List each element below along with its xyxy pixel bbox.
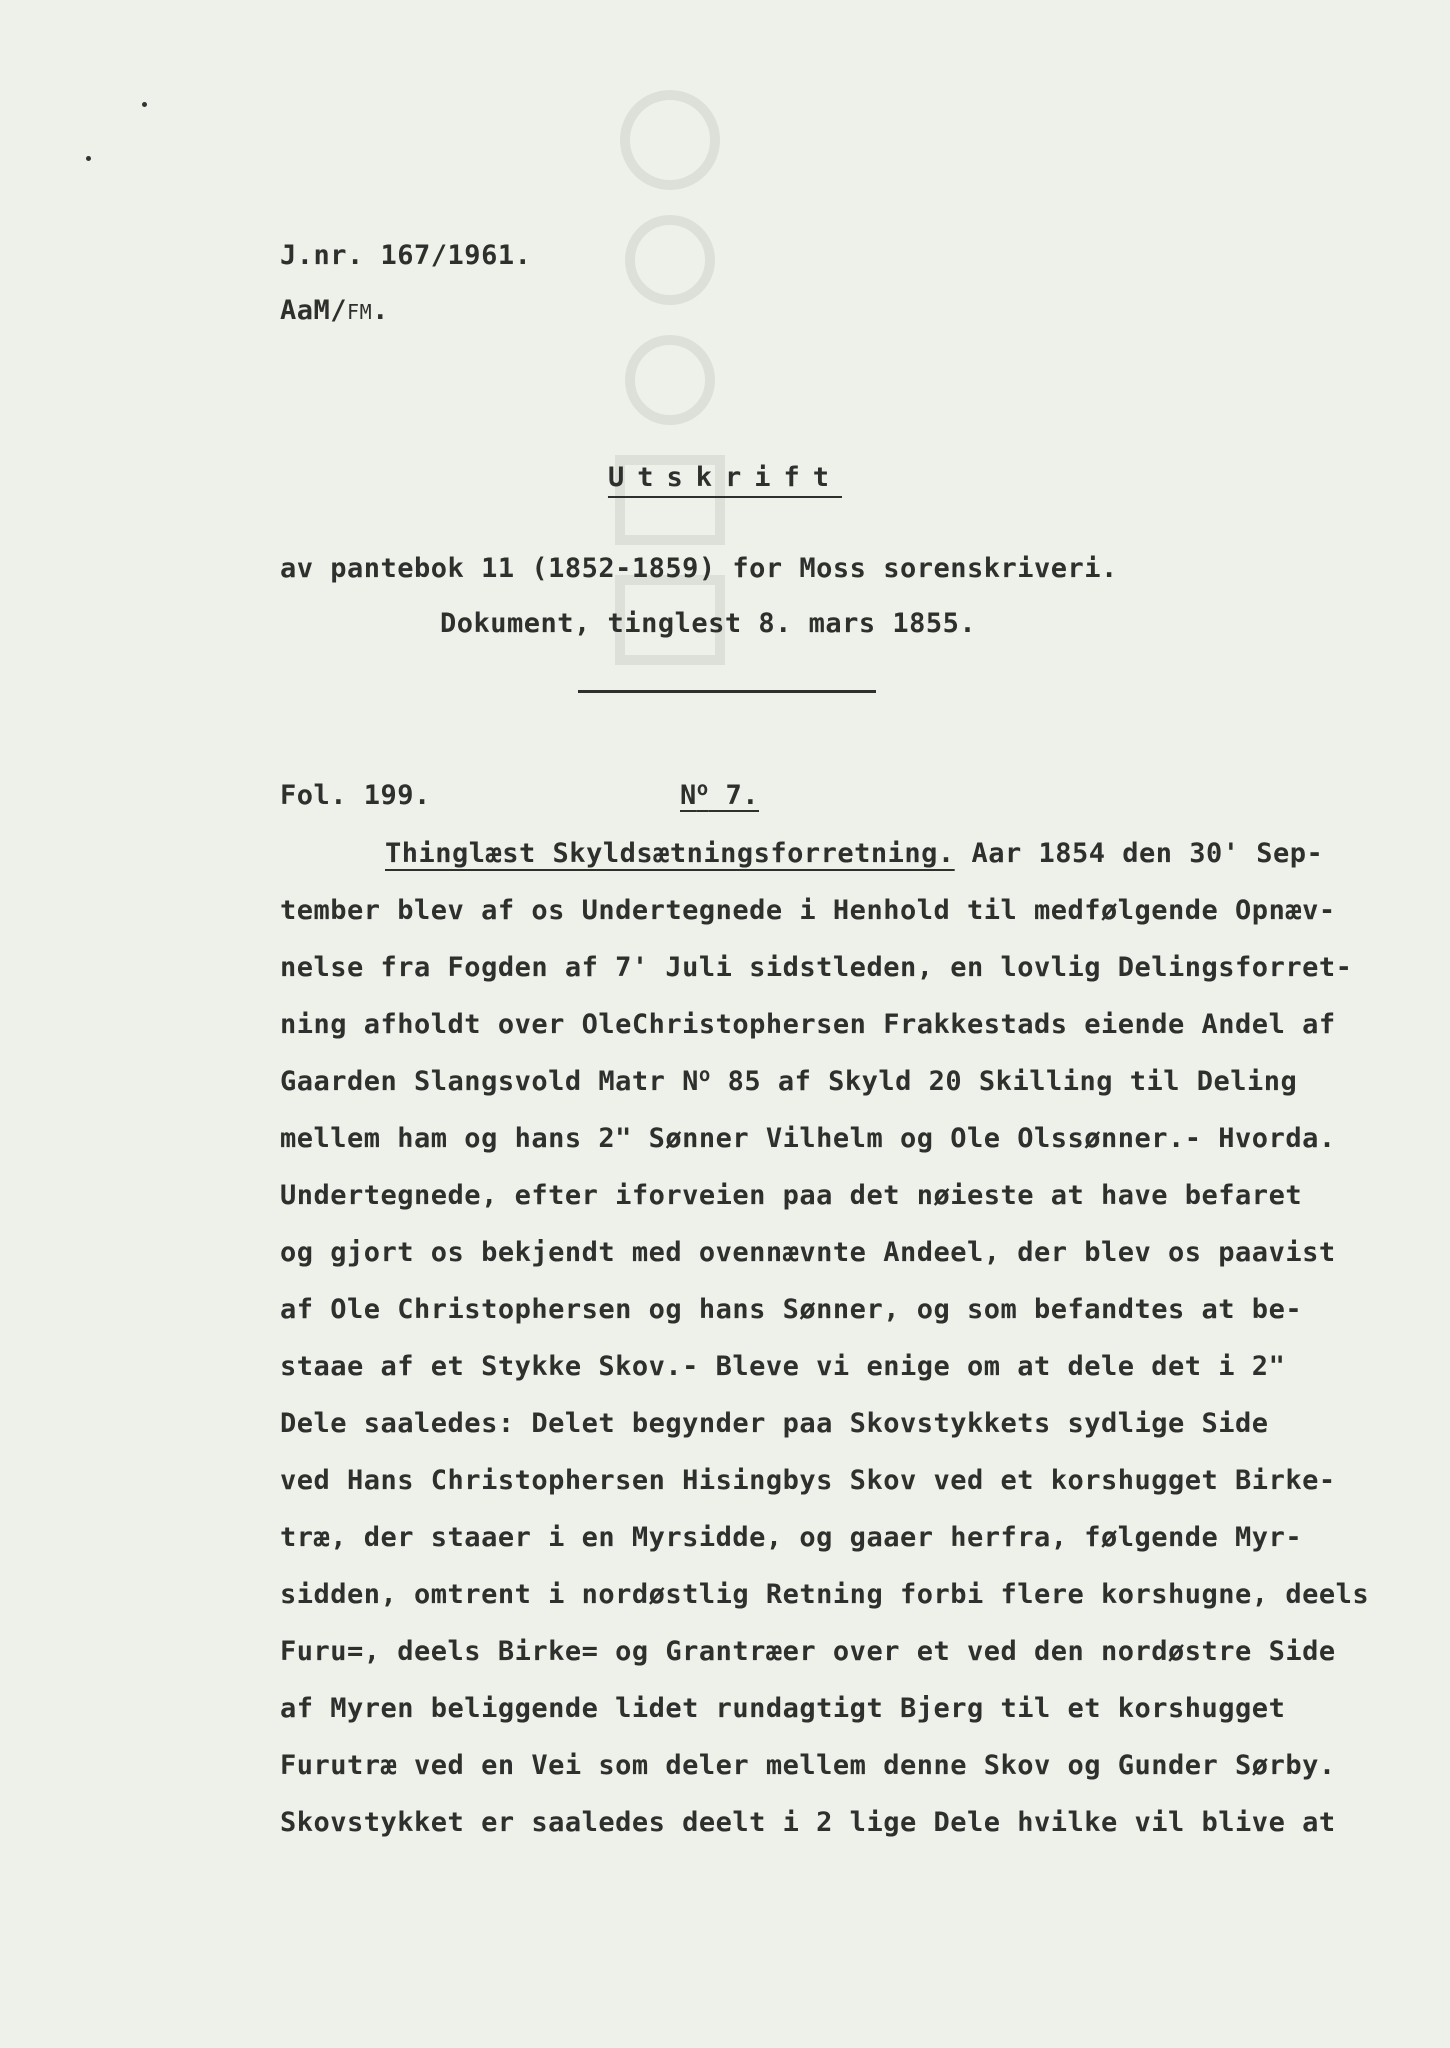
initials-end: . — [372, 295, 389, 326]
paper-speck — [86, 156, 91, 161]
folio-label: Fol. 199. — [280, 780, 431, 811]
body-line: af Myren beliggende lidet rundagtigt Bjerg til et korshugget — [280, 1693, 1286, 1724]
document-title: Utskrift — [607, 462, 843, 493]
divider-rule — [578, 690, 876, 693]
body-line: tember blev af os Undertegnede i Henhold til medfølgende Opnæv- — [280, 895, 1336, 926]
bleed-through-stamp — [540, 60, 800, 680]
body-line: ved Hans Christophersen Hisingbys Skov ved et korshugget Birke- — [280, 1465, 1336, 1496]
body-line: Gaarden Slangsvold Matr $N^o$ 85 af Skyld 20 Skilling til Deling — [280, 1064, 1298, 1097]
paper-speck — [142, 102, 147, 107]
body-line-1-rest: Aar 1854 den 30' Sep- — [954, 838, 1324, 869]
entry-number-prefix: $N^o$ — [680, 778, 709, 811]
body-line-1 — [385, 838, 1323, 869]
body-line: staae af et Stykke Skov.- Bleve vi enige om at dele det i 2" — [280, 1351, 1286, 1382]
body-line: Undertegnede, efter iforveien paa det nøieste at have befaret — [280, 1180, 1303, 1211]
body-line: Furu=, deels Birke= og Grantræer over et ved den nordøstre Side — [280, 1636, 1336, 1667]
body-line: og gjort os bekjendt med ovennævnte Andeel, der blev os paavist — [280, 1237, 1336, 1268]
body-line: nelse fra Fogden af 7' Juli sidstleden, en lovlig Delingsforret- — [280, 952, 1353, 983]
body-line: ning afholdt over OleChristophersen Frakkestads eiende Andel af — [280, 1009, 1336, 1040]
body-line: Skovstykket er saaledes deelt i 2 lige Dele hvilke vil blive at — [280, 1807, 1336, 1838]
initials — [280, 295, 389, 326]
subtitle-line-1: av pantebok 11 (1852-1859) for Moss sorenskriveri. — [280, 553, 1118, 584]
entry-number — [680, 780, 759, 811]
entry-heading: Thinglæst Skyldsætningsforretning. — [385, 838, 955, 869]
body-line: træ, der staaer i en Myrsidde, og gaaer herfra, følgende Myr- — [280, 1522, 1303, 1553]
initials-prefix: AaM/ — [280, 295, 348, 326]
journal-number: J.nr. 167/1961. — [280, 240, 532, 271]
entry-number-value: 7. — [708, 780, 759, 811]
body-line: mellem ham og hans 2" Sønner Vilhelm og Ole Olssønner.- Hvorda. — [280, 1123, 1336, 1154]
body-line: af Ole Christophersen og hans Sønner, og som befandtes at be- — [280, 1294, 1303, 1325]
body-line: sidden, omtrent i nordøstlig Retning forbi flere korshugne, deels — [280, 1579, 1370, 1610]
body-line: Dele saaledes: Delet begynder paa Skovstykkets sydlige Side — [280, 1408, 1269, 1439]
body-line: Furutræ ved en Vei som deler mellem denne Skov og Gunder Sørby. — [280, 1750, 1336, 1781]
subtitle-line-2: Dokument, tinglest 8. mars 1855. — [440, 608, 977, 639]
initials-suffix: FM — [347, 300, 373, 324]
